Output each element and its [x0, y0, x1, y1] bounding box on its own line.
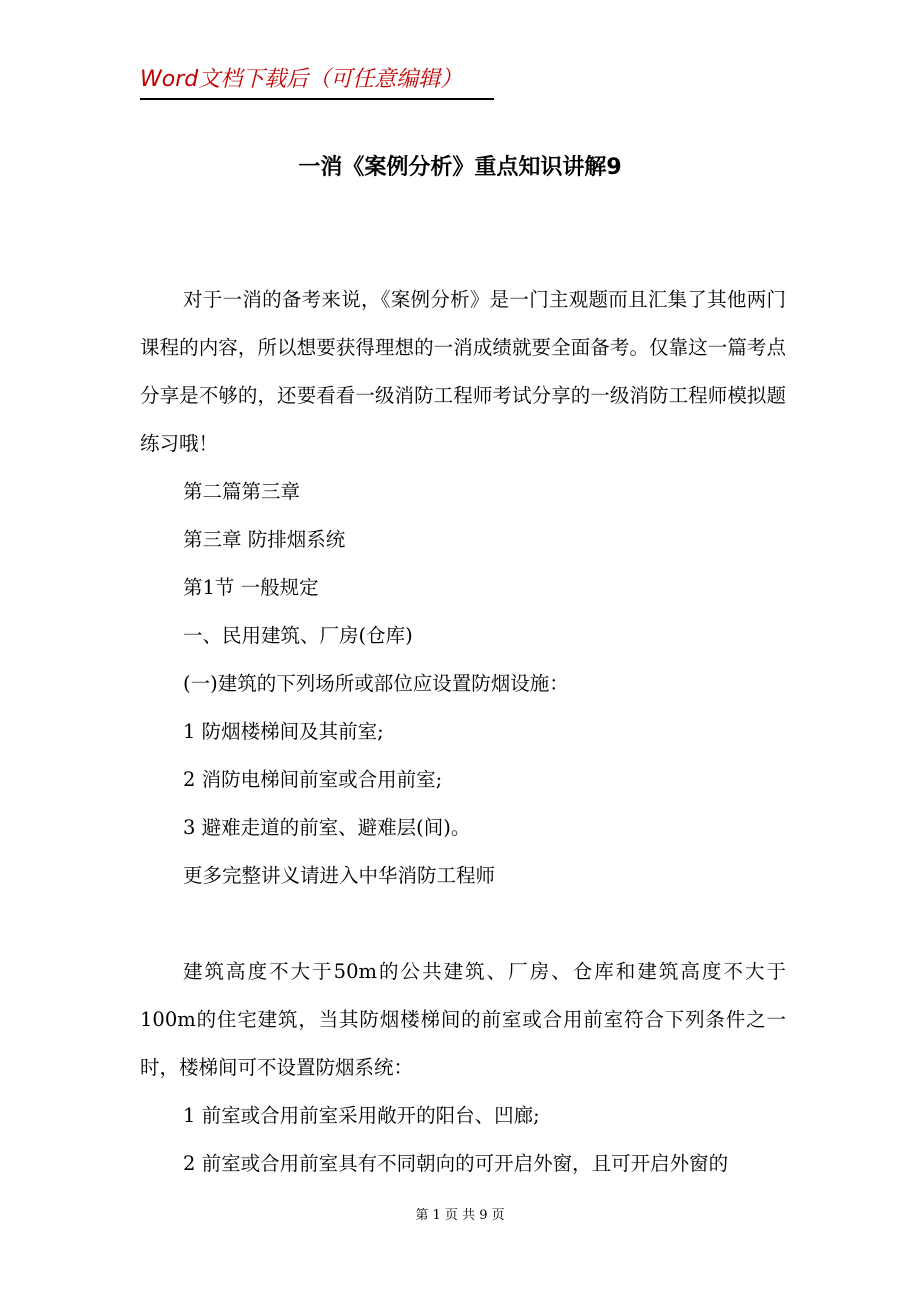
chapter-heading: 第三章 防排烟系统 [183, 528, 346, 551]
clause-heading: (一)建筑的下列场所或部位应设置防烟设施： [183, 672, 569, 695]
promo-line: 更多完整讲义请进入中华消防工程师 [183, 864, 496, 887]
list-item: 1 防烟楼梯间及其前室; [183, 720, 384, 743]
section-label: 第二篇第三章 [183, 480, 301, 503]
document-title: 一消《案例分析》重点知识讲解9 [298, 155, 622, 180]
header-text: Word文档下载后（可任意编辑） [140, 67, 463, 92]
list-item: 3 避难走道的前室、避难层(间)。 [183, 816, 471, 839]
page-footer: 第 1 页 共 9 页 [415, 1208, 505, 1223]
list-item: 2 消防电梯间前室或合用前室; [183, 768, 443, 791]
document-header [140, 66, 494, 100]
list-item: 2 前室或合用前室具有不同朝向的可开启外窗，且可开启外窗的 [183, 1152, 729, 1175]
intro-paragraph: 对于一消的备考来说，《案例分析》是一门主观题而且汇集了其他两门课程的内容，所以想要获得理想的一消成绩就要全面备考。仅靠这一篇考点分享是不够的，还要看看一级消防工程师考试分享的一级消防工程师模拟题练习哦！ [140, 288, 786, 455]
paragraph-spacer [140, 900, 786, 948]
rule-paragraph: 建筑高度不大于50m的公共建筑、厂房、仓库和建筑高度不大于100m的住宅建筑，当其防烟楼梯间的前室或合用前室符合下列条件之一时，楼梯间可不设置防烟系统： [140, 960, 786, 1079]
subsection-heading: 一、民用建筑、厂房(仓库) [183, 624, 413, 647]
list-item: 1 前室或合用前室采用敞开的阳台、凹廊; [183, 1104, 540, 1127]
section-heading: 第1节 一般规定 [183, 576, 319, 599]
document-body [140, 276, 786, 1188]
